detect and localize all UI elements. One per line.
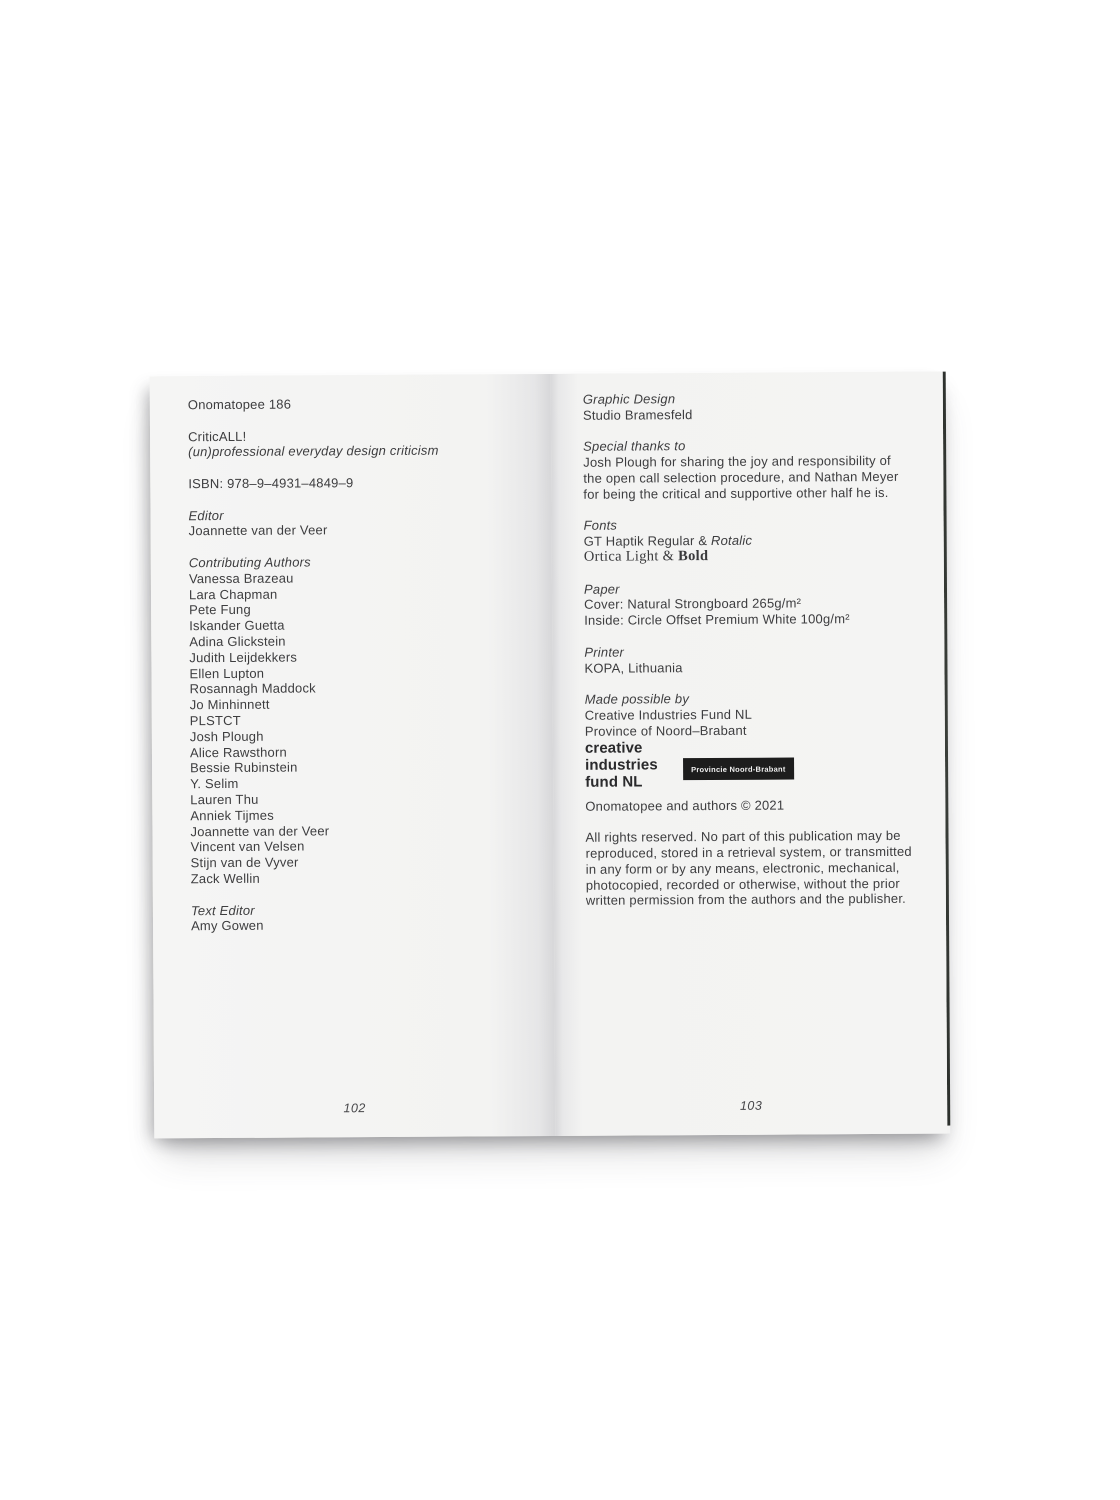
editor-block	[188, 506, 541, 540]
author-name: Iskander Guetta	[189, 617, 285, 634]
funder-1: Creative Industries Fund NL	[584, 706, 753, 723]
author-name: Judith Leijdekkers	[189, 649, 298, 665]
paper-block	[584, 579, 929, 628]
author-name: Pete Fung	[189, 602, 251, 618]
right-page	[551, 372, 948, 1136]
left-page-content	[150, 374, 554, 935]
editor-label: Editor	[188, 507, 224, 523]
paper-label: Paper	[583, 581, 620, 597]
printer-name: KOPA, Lithuania	[584, 659, 683, 676]
contributing-authors-block	[189, 553, 544, 887]
page-number-left: 102	[343, 1101, 366, 1116]
cif-logo-line: industries	[585, 755, 658, 774]
page-number-right: 103	[739, 1098, 763, 1113]
fonts-line1-italic: Rotalic	[710, 532, 753, 549]
author-name: Zack Wellin	[190, 870, 260, 887]
special-thanks-block	[583, 437, 928, 502]
author-name: Vincent van Velsen	[190, 838, 305, 855]
title-block	[188, 427, 541, 461]
publisher-line: Onomatopee 186	[187, 396, 292, 413]
special-thanks-label: Special thanks to	[583, 438, 686, 455]
fonts-line2-bold: Bold	[678, 547, 709, 565]
author-name: Rosannagh Maddock	[189, 680, 316, 697]
isbn-line: ISBN: 978–9–4931–4849–9	[188, 475, 354, 492]
author-name: PLSTCT	[189, 712, 241, 729]
author-name: Stijn van de Vyver	[190, 854, 299, 871]
cif-logo-line: fund NL	[585, 772, 643, 791]
fonts-line-2	[584, 548, 929, 566]
author-name: Ellen Lupton	[189, 665, 265, 681]
author-name: Josh Plough	[189, 728, 264, 744]
graphic-design-name: Studio Bramesfeld	[582, 406, 693, 423]
author-name: Bessie Rubinstein	[190, 759, 298, 776]
graphic-design-block	[583, 390, 928, 424]
contributing-authors-label: Contributing Authors	[188, 554, 311, 571]
fonts-line2-light: Ortica Light &	[583, 548, 679, 565]
printer-block	[584, 642, 929, 676]
author-name: Y. Selim	[190, 776, 239, 792]
author-name: Adina Glickstein	[189, 633, 286, 650]
funder-2: Province of Noord–Brabant	[584, 722, 747, 739]
open-book	[150, 372, 951, 1139]
fonts-line1-regular: GT Haptik Regular &	[583, 533, 712, 549]
made-possible-label: Made possible by	[584, 691, 690, 707]
paper-cover-line: Cover: Natural Strongboard 265g/m²	[584, 595, 802, 613]
rights-paragraph: All rights reserved. No part of this publication may be reproduced, stored in a retrieval system, or transmitted in any form or by any means, electronic, mechanical, photocopied, recorded or otherwise, without the prior written permission from the authors and the publisher.	[585, 827, 912, 909]
author-name: Alice Rawsthorn	[189, 744, 287, 760]
fonts-block	[584, 516, 929, 565]
author-name: Lara Chapman	[188, 586, 278, 602]
editor-name: Joannette van der Veer	[188, 522, 328, 539]
cif-logo-line: creative	[584, 738, 643, 757]
printer-label: Printer	[584, 644, 625, 660]
author-name: Lauren Thu	[190, 791, 259, 808]
funder-logos	[585, 737, 930, 790]
author-name: Anniek Tijmes	[190, 807, 274, 823]
made-possible-block	[585, 690, 930, 739]
fonts-label: Fonts	[583, 517, 618, 534]
book-subtitle: (un)professional everyday design criticism	[188, 443, 439, 460]
right-page-content	[551, 372, 946, 909]
author-name: Vanessa Brazeau	[188, 570, 294, 586]
special-thanks-text: Josh Plough for sharing the joy and responsibility of the open call selection procedure, and Nathan Meyer for being the critical and supportive other half he is.	[583, 453, 899, 502]
graphic-design-label: Graphic Design	[582, 391, 676, 407]
text-editor-label: Text Editor	[190, 902, 255, 918]
book-title: CriticALL!	[188, 428, 247, 444]
paper-inside-line: Inside: Circle Offset Premium White 100g/m²	[584, 611, 850, 628]
text-editor-name: Amy Gowen	[190, 918, 264, 934]
provincie-noord-brabant-logo: Provincie Noord-Brabant	[683, 757, 794, 780]
left-page	[150, 374, 556, 1138]
contributing-authors-list	[189, 569, 544, 887]
author-name: Jo Minhinnett	[189, 696, 270, 713]
author-name: Joannette van der Veer	[190, 822, 330, 839]
text-editor-block	[191, 901, 544, 935]
copyright-line: Onomatopee and authors © 2021	[585, 797, 785, 814]
